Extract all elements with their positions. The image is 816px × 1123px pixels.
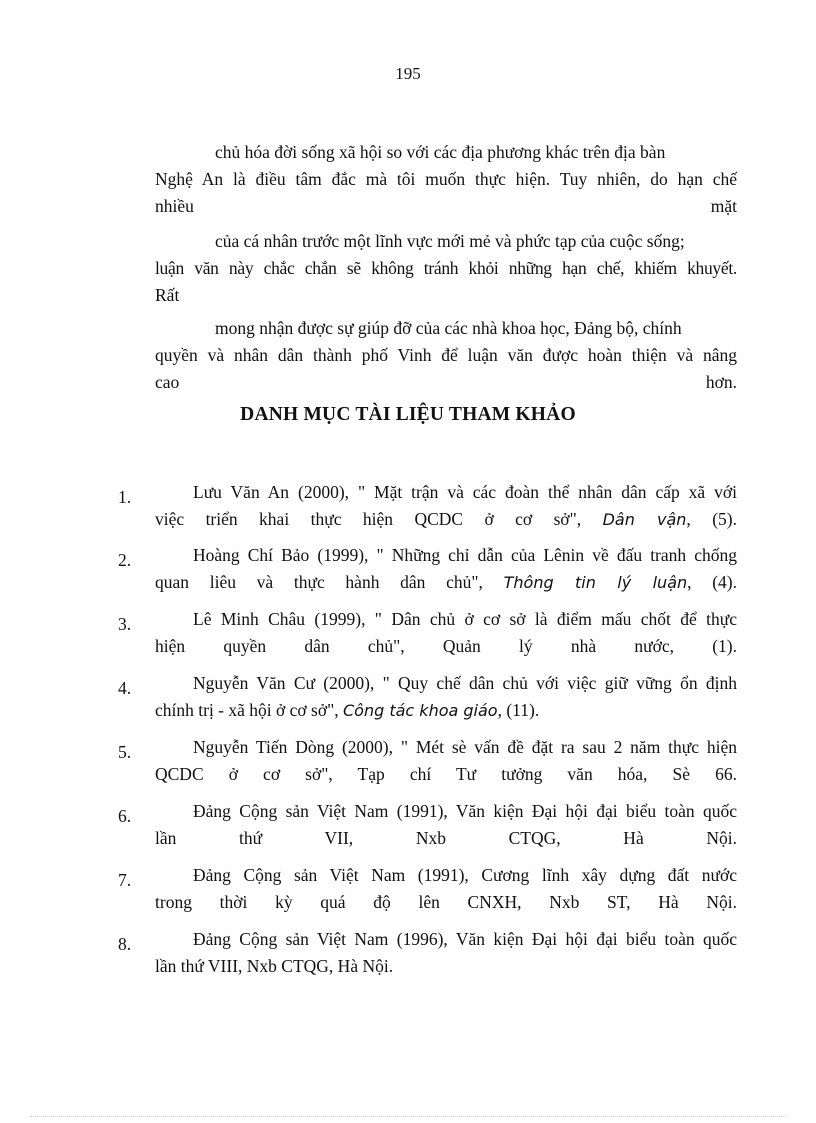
reference-text: , (11). — [497, 700, 540, 720]
reference-line: Nguyễn Tiến Dòng (2000), " Mét sè vấn đề đặt ra sau 2 năm thực hiện — [193, 737, 737, 757]
reference-line: QCDC ở cơ sở", Tạp chí Tư tưởng văn hóa, Sè 66. — [155, 764, 737, 784]
reference-line: lần thứ VIII, Nxb CTQG, Hà Nội. — [155, 956, 394, 976]
reference-number: 5. — [118, 742, 132, 762]
reference-line: hiện quyền dân chủ", Quản lý nhà nước, (1). — [155, 636, 737, 656]
reference-line: lần thứ VII, Nxb CTQG, Hà Nội. — [155, 828, 737, 848]
reference-text: , (5). — [686, 509, 737, 529]
reference-number: 7. — [118, 870, 132, 890]
paragraph-word: Rất — [155, 285, 180, 305]
paragraph-2 — [155, 228, 737, 309]
paragraph-last-line — [155, 369, 737, 396]
reference-line: Lưu Văn An (2000), " Mặt trận và các đoàn thể nhân dân cấp xã với — [193, 482, 737, 502]
paragraph-word: nhiều — [155, 196, 194, 216]
reference-number: 3. — [118, 614, 132, 634]
reference-line — [155, 697, 737, 724]
reference-text: chính trị - xã hội ở cơ sở", — [155, 700, 339, 720]
paragraph-line: chủ hóa đời sống xã hội so với các địa phương khác trên địa bàn — [215, 142, 666, 162]
reference-line — [155, 506, 737, 533]
reference-number: 2. — [118, 550, 132, 570]
paragraph-line: quyền và nhân dân thành phố Vinh để luận văn được hoàn thiện và nâng — [155, 345, 737, 365]
reference-line: Hoàng Chí Bảo (1999), " Những chỉ dẫn của Lênin về đấu tranh chống — [193, 545, 737, 565]
paragraph-line: mong nhận được sự giúp đỡ của các nhà khoa học, Đảng bộ, chính — [215, 318, 682, 338]
paragraph-word: mặt — [710, 196, 737, 216]
reference-line: Đảng Cộng sản Việt Nam (1996), Văn kiện Đại hội đại biểu toàn quốc — [193, 929, 737, 949]
paragraph-last-line — [155, 193, 737, 220]
reference-line: Nguyễn Văn Cư (2000), " Quy chế dân chủ với việc giữ vững ổn định — [193, 673, 737, 693]
reference-text: quan liêu và thực hành dân chủ", — [155, 572, 483, 592]
reference-line: Đảng Cộng sản Việt Nam (1991), Cương lĩnh xây dựng đất nước — [193, 865, 737, 885]
paragraph-line: luận văn này chắc chắn sẽ không tránh khỏi những hạn chế, khiếm khuyết. — [155, 258, 737, 278]
references-heading: DANH MỤC TÀI LIỆU THAM KHẢO — [240, 404, 576, 425]
reference-line: Lê Minh Châu (1999), " Dân chủ ở cơ sở là điểm mấu chốt để thực — [193, 609, 737, 629]
reference-source: Dân vận — [602, 510, 687, 529]
footer-divider — [30, 1116, 786, 1117]
paragraph-line: của cá nhân trước một lĩnh vực mới mẻ và phức tạp của cuộc sống; — [215, 231, 685, 251]
reference-text: việc triển khai thực hiện QCDC ở cơ sở", — [155, 509, 582, 529]
reference-text: , (4). — [687, 572, 738, 592]
page-number: 195 — [395, 64, 421, 83]
reference-source: Thông tin lý luận — [503, 573, 688, 592]
reference-number: 4. — [118, 678, 132, 698]
reference-number: 1. — [118, 487, 132, 507]
paragraph-3 — [155, 315, 737, 396]
reference-line — [155, 569, 737, 596]
paragraph-1 — [155, 139, 737, 220]
paragraph-line: Nghệ An là điều tâm đắc mà tôi muốn thực hiện. Tuy nhiên, do hạn chế — [155, 169, 737, 189]
reference-line: trong thời kỳ quá độ lên CNXH, Nxb ST, Hà Nội. — [155, 892, 737, 912]
reference-number: 8. — [118, 934, 132, 954]
paragraph-word: hơn. — [705, 372, 737, 392]
reference-source: Công tác khoa giáo — [343, 701, 498, 720]
reference-line: Đảng Cộng sản Việt Nam (1991), Văn kiện Đại hội đại biểu toàn quốc — [193, 801, 737, 821]
paragraph-word: cao — [155, 372, 180, 392]
paragraph-last-line — [155, 282, 737, 309]
reference-number: 6. — [118, 806, 132, 826]
